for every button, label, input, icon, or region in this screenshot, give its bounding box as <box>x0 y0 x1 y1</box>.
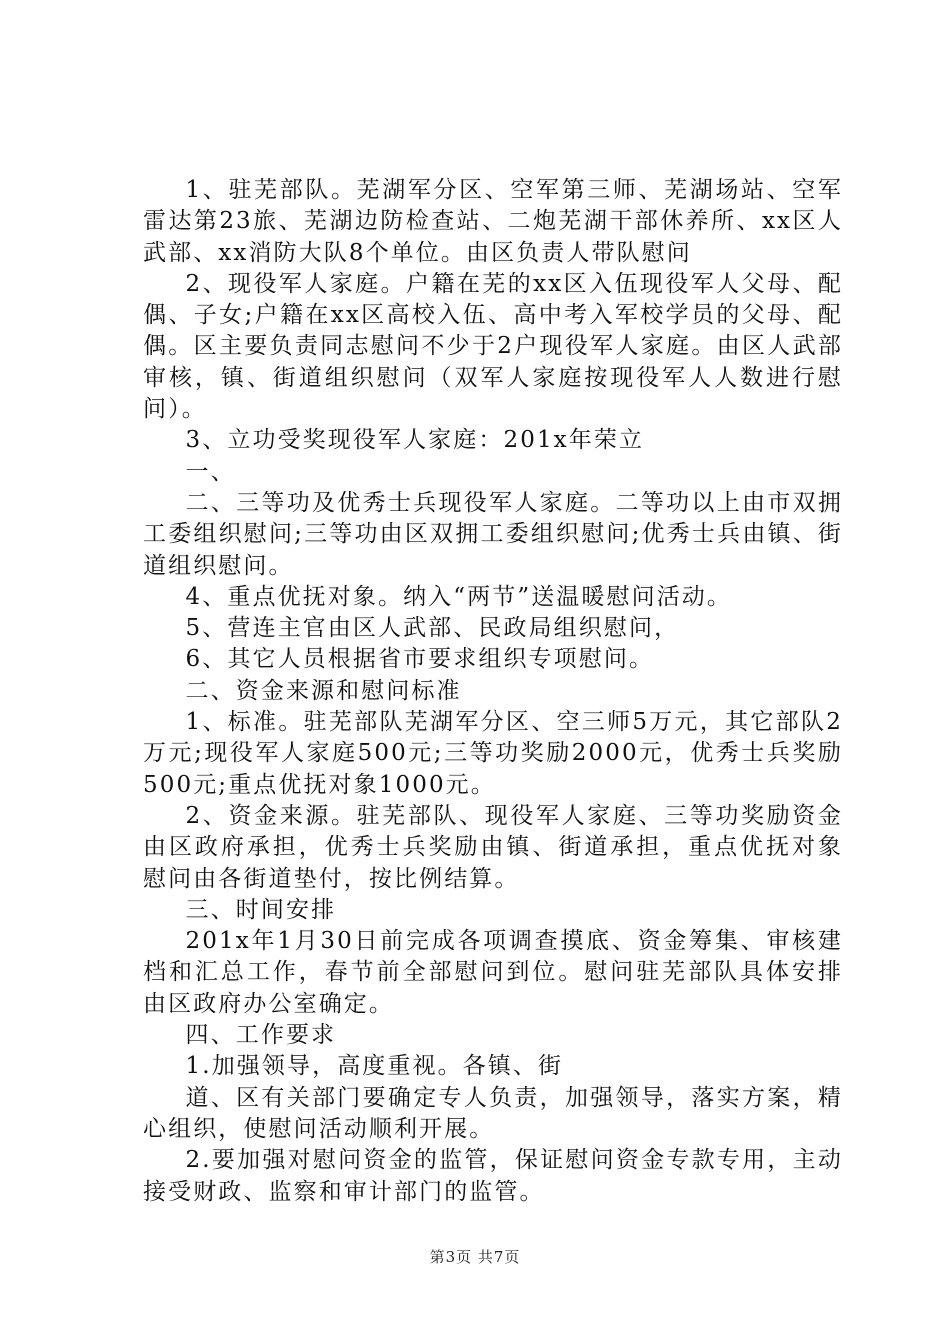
paragraph: 2、现役军人家庭。户籍在芜的xx区入伍现役军人父母、配偶、子女;户籍在xx区高校入伍、高中考入军校学员的父母、配偶。区主要负责同志慰问不少于2户现役军人家庭。由区人武部审核，镇、街道组织慰问（双军人家庭按现役军人人数进行慰问）。 <box>143 270 843 423</box>
document-body <box>143 175 843 1208</box>
paragraph: 2.要加强对慰问资金的监管，保证慰问资金专款专用，主动接受财政、监察和审计部门的监管。 <box>143 1147 843 1205</box>
paragraph: 4、重点优抚对象。纳入“两节”送温暖慰问活动。 <box>185 583 732 610</box>
paragraph: 二、三等功及优秀士兵现役军人家庭。二等功以上由市双拥工委组织慰问;三等功由区双拥工委组织慰问;优秀士兵由镇、街道组织慰问。 <box>143 489 843 579</box>
paragraph: 1、标准。驻芜部队芜湖军分区、空三师5万元，其它部队2万元;现役军人家庭500元;三等功奖励2000元，优秀士兵奖励500元;重点优抚对象1000元。 <box>143 709 843 798</box>
paragraph: 道、区有关部门要确定专人负责，加强领导，落实方案，精心组织，使慰问活动顺利开展。 <box>143 1084 843 1142</box>
paragraph: 5、营连主官由区人武部、民政局组织慰问， <box>185 615 680 642</box>
paragraph: 1、驻芜部队。芜湖军分区、空军第三师、芜湖场站、空军雷达第23旅、芜湖边防检查站、二炮芜湖干部休养所、xx区人武部、xx消防大队8个单位。由区负责人带队慰问 <box>143 177 843 266</box>
section-heading: 三、时间安排 <box>185 896 337 923</box>
paragraph: 2、资金来源。驻芜部队、现役军人家庭、三等功奖励资金由区政府承担，优秀士兵奖励由镇、街道承担，重点优抚对象慰问由各街道垫付，按比例结算。 <box>143 802 843 892</box>
paragraph: 1.加强领导，高度重视。各镇、街 <box>185 1053 564 1080</box>
section-heading: 二、资金来源和慰问标准 <box>185 677 462 704</box>
paragraph: 3、立功受奖现役军人家庭：201x年荣立 <box>185 427 645 454</box>
paragraph: 6、其它人员根据省市要求组织专项慰问。 <box>185 646 655 673</box>
paragraph: 201x年1月30日前完成各项调查摸底、资金筹集、审核建档和汇总工作，春节前全部慰问到位。慰问驻芜部队具体安排由区政府办公室确定。 <box>143 928 843 1017</box>
section-heading: 四、工作要求 <box>185 1022 337 1049</box>
page-number-footer: 第3页 共7页 <box>429 1248 521 1266</box>
paragraph: 一、 <box>185 458 236 485</box>
